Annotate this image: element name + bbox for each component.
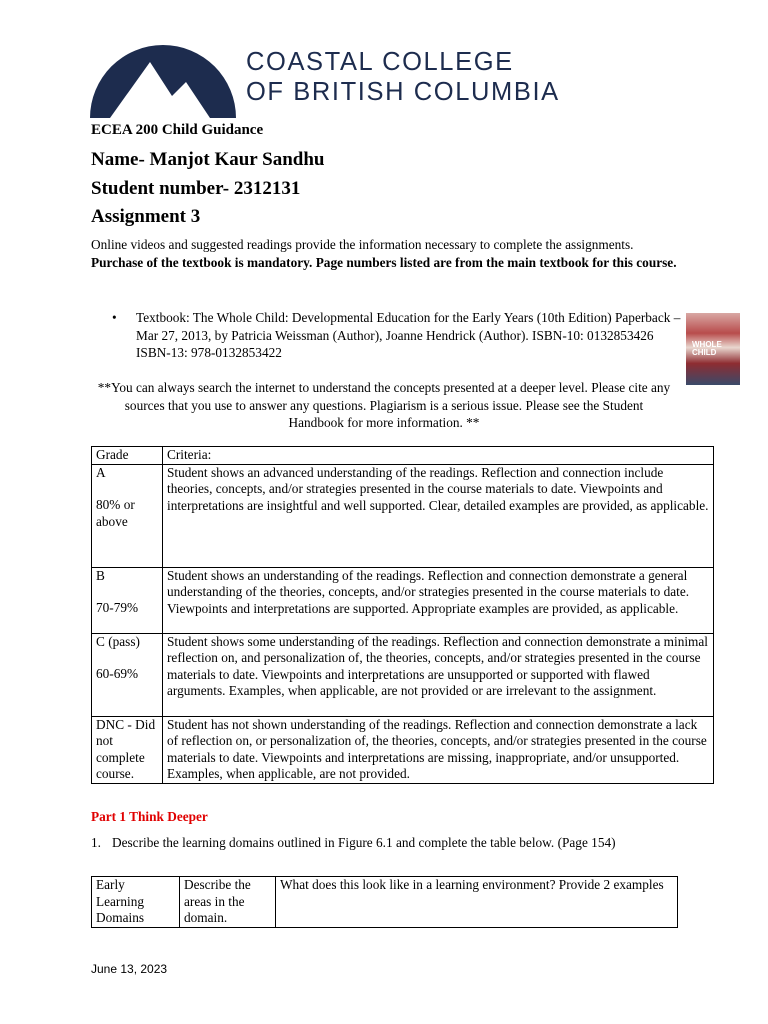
- header-grade: Grade: [92, 447, 163, 465]
- table-row: [92, 464, 714, 567]
- header-domains: Early Learning Domains: [92, 877, 180, 928]
- table-header-row: [92, 877, 678, 928]
- grade-letter: A: [96, 464, 106, 480]
- textbook-text: Textbook: The Whole Child: Developmental Education for the Early Years (10th Edition) Paperback – Mar 27, 2013, by Patricia Weissman (Author), Joanne Hendrick (Author). ISBN-10: 0132853426 ISBN-13: 978-0132853422: [136, 310, 681, 360]
- grade-letter: DNC - Did not complete course.: [96, 716, 156, 781]
- intro-text: Online videos and suggested readings provide the information necessary to complete the assignments.: [91, 237, 634, 252]
- table-row: [92, 567, 714, 633]
- plagiarism-note: **You can always search the internet to understand the concepts presented at a deeper level. Please cite any sources that you use to answer any questions. Plagiarism is a serious issue. Please see the Student Handbook for more information. **: [97, 380, 671, 430]
- grade-cell: [92, 716, 163, 783]
- question-text: Describe the learning domains outlined in Figure 6.1 and complete the table below. (Page 154): [112, 835, 616, 850]
- course-title: ECEA 200 Child Guidance: [91, 122, 264, 138]
- grade-range: 80% or above: [96, 497, 135, 529]
- grade-cell: [92, 464, 163, 567]
- criteria-cell: Student has not shown understanding of the readings. Reflection and connection demonstrate a lack of reflection on, or personalization of, the theories, concepts, and/or strategies presented in the course materials to date. Viewpoints and interpretations are missing, inappropriate, and/or unsupported. Examples, when applicable, are not provided.: [163, 716, 714, 783]
- part1-title: Part 1 Think Deeper: [91, 809, 208, 824]
- college-name-line2: OF BRITISH COLUMBIA: [246, 78, 560, 106]
- criteria-cell: Student shows some understanding of the readings. Reflection and connection demonstrate a minimal reflection on, and personalization of, the theories, concepts, and/or strategies presented in the course materials to date. Viewpoints and interpretations are unsupported or supported with flawed arguments. Examples, when applicable, are not provided or are irrelevant to the assignment.: [163, 633, 714, 716]
- grade-range: 60-69%: [96, 666, 139, 681]
- grade-cell: [92, 567, 163, 633]
- textbook-cover-title: WHOLE CHILD: [692, 340, 722, 357]
- footer-date: June 13, 2023: [91, 962, 168, 976]
- mountain-logo-icon: [88, 36, 238, 120]
- table-row: [92, 716, 714, 783]
- header-criteria: Criteria:: [163, 447, 714, 465]
- grading-rubric-table: [91, 446, 714, 784]
- question-number: 1.: [91, 835, 101, 850]
- college-logo: [88, 36, 560, 120]
- student-name: Name- Manjot Kaur Sandhu: [91, 149, 325, 170]
- table-row: [92, 633, 714, 716]
- grade-letter: C (pass): [96, 633, 140, 649]
- assignment-title: Assignment 3: [91, 206, 201, 227]
- grade-cell: [92, 633, 163, 716]
- bullet-icon: •: [112, 310, 117, 325]
- grade-range: 70-79%: [96, 600, 139, 615]
- college-name-line1: COASTAL COLLEGE: [246, 48, 514, 76]
- intro-bold-text: Purchase of the textbook is mandatory. Page numbers listed are from the main textbook for this course.: [91, 254, 677, 270]
- header-describe: Describe the areas in the domain.: [180, 877, 276, 928]
- grade-letter: B: [96, 567, 105, 583]
- college-name: [246, 47, 560, 107]
- student-number: Student number- 2312131: [91, 178, 301, 199]
- learning-domains-table: [91, 876, 678, 928]
- header-examples: What does this look like in a learning environment? Provide 2 examples: [276, 877, 678, 928]
- textbook-cover-image: [686, 313, 740, 385]
- table-header-row: [92, 447, 714, 465]
- criteria-cell: Student shows an understanding of the readings. Reflection and connection demonstrate a general understanding of the theories, concepts, and/or strategies presented in the course materials to date. Viewpoints and interpretations are supported. Appropriate examples are provided, as applicable.: [163, 567, 714, 633]
- intro-paragraph: [91, 236, 681, 271]
- criteria-cell: Student shows an advanced understanding of the readings. Reflection and connection include theories, concepts, and/or strategies presented in the course materials to date. Viewpoints and interpretations are insightful and well supported. Clear, detailed examples are provided, as applicable.: [163, 464, 714, 567]
